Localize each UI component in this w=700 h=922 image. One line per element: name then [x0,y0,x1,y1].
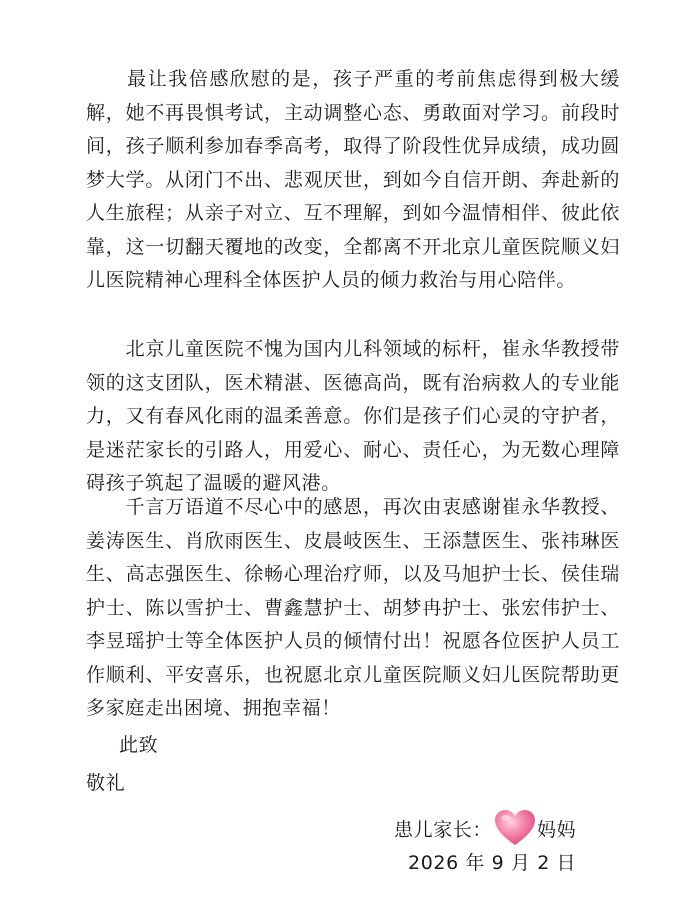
letter-paragraph-1: 最让我倍感欣慰的是，孩子严重的考前焦虑得到极大缓解，她不再畏惧考试，主动调整心态、勇敢面对学习。前段时间，孩子顺利参加春季高考，取得了阶段性优异成绩，成功圆梦大学。从闭门不出、悲观厌世，到如今自信开朗、奔赴新的人生旅程；从亲子对立、互不理解，到如今温情相伴、彼此依靠，这一切翻天覆地的改变，全都离不开北京儿童医院顺义妇儿医院精神心理科全体医护人员的倾力救治与用心陪伴。 [86,68,620,291]
heart-icon [494,809,536,847]
signature-suffix: 妈妈 [537,818,577,841]
signature-line [394,810,576,846]
letter-paragraph-3: 千言万语道不尽心中的感恩，再次由衷感谢崔永华教授、姜涛医生、肖欣雨医生、皮晨岐医生、王添慧医生、张祎琳医生、高志强医生、徐畅心理治疗师，以及马旭护士长、侯佳瑞护士、陈以雪护士、曹鑫慧护士、胡梦冉护士、张宏伟护士、李昱瑶护士等全体医护人员的倾情付出！祝愿各位医护人员工作顺利、平安喜乐，也祝愿北京儿童医院顺义妇儿医院帮助更多家庭走出困境、拥抱幸福！ [86,496,620,719]
letter-paragraph-2: 北京儿童医院不愧为国内儿科领域的标杆，崔永华教授带领的这支团队，医术精湛、医德高尚，既有治病救人的专业能力，又有春风化雨的温柔善意。你们是孩子们心灵的守护者，是迷茫家长的引路人，用爱心、耐心、责任心，为无数心理障碍孩子筑起了温暖的避风港。 [86,338,620,494]
signature-prefix: 患儿家长： [394,818,493,841]
letter-date: 2026 年 9 月 2 日 [408,852,577,874]
closing-phrase: 此致 [119,734,159,756]
salutation: 敬礼 [86,772,126,794]
